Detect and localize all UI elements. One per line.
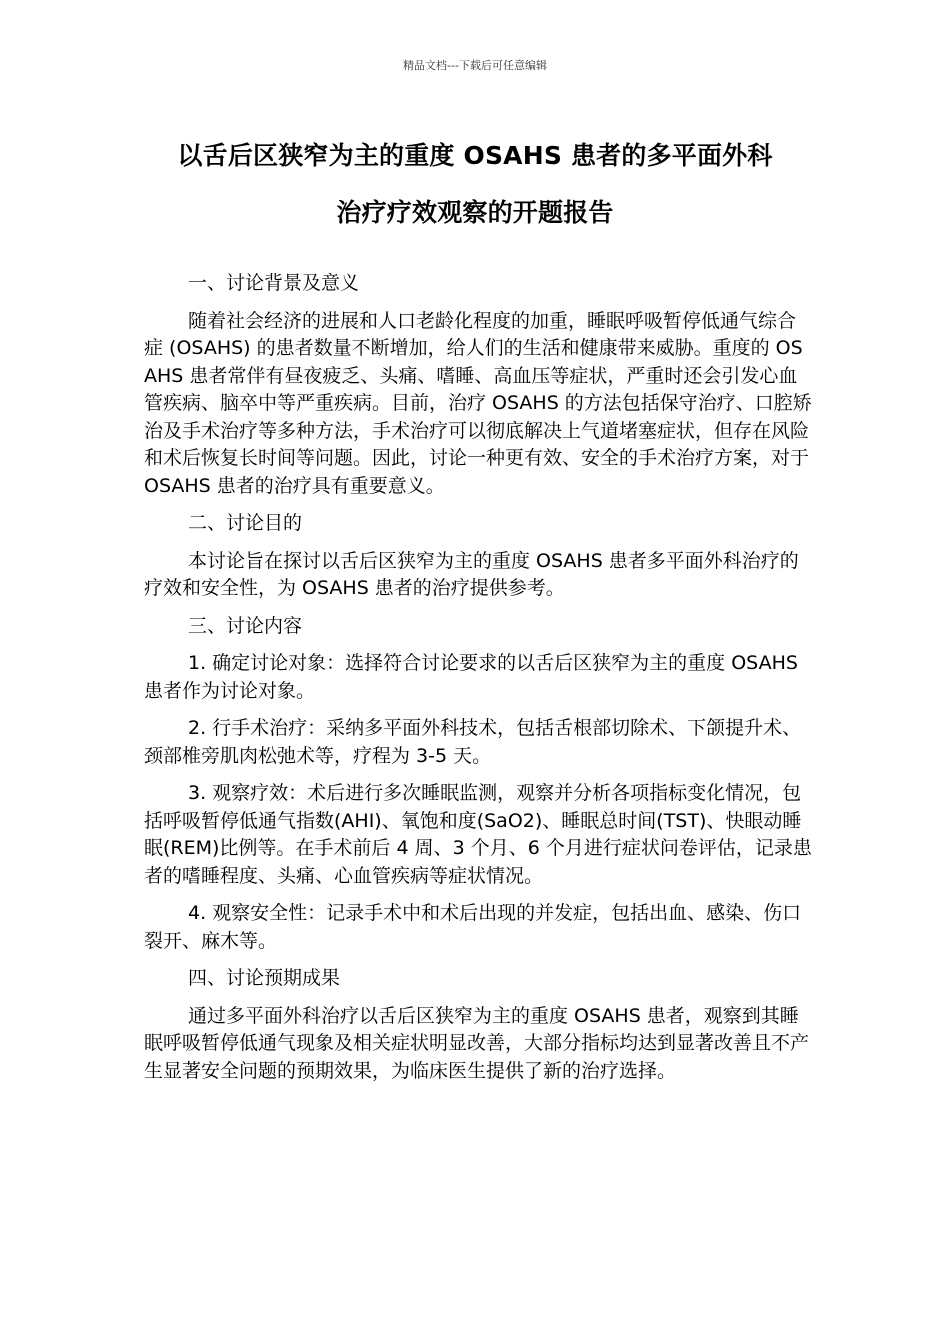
content-item-4: 4. 观察安全性：记录手术中和术后出现的并发症，包括出血、感染、伤口裂开、麻木等。	[144, 902, 802, 952]
content-item-3: 3. 观察疗效：术后进行多次睡眠监测，观察并分析各项指标变化情况，包括呼吸暂停低通气指数(AHI)、氧饱和度(SaO2)、睡眠总时间(TST)、快眼动睡眠(REM)比例等。在手术前后 4 周、3 个月、6 个月进行症状问卷评估，记录患者的嗜睡程度、头痛、心血管疾病等症状情况。	[144, 782, 812, 887]
section-heading-expected: 四、讨论预期成果	[188, 967, 341, 989]
document-title-line-2: 治疗疗效观察的开题报告	[336, 198, 614, 227]
section-heading-purpose: 二、讨论目的	[188, 512, 303, 534]
document-title-line-1: 以舌后区狭窄为主的重度 OSAHS 患者的多平面外科	[177, 141, 773, 170]
purpose-paragraph: 本讨论旨在探讨以舌后区狭窄为主的重度 OSAHS 患者多平面外科治疗的疗效和安全性，为 OSAHS 患者的治疗提供参考。	[144, 549, 799, 599]
header-note: 精品文档---下载后可任意编辑	[403, 59, 547, 72]
background-paragraph: 随着社会经济的进展和人口老龄化程度的加重，睡眠呼吸暂停低通气综合症 (OSAHS) 的患者数量不断增加，给人们的生活和健康带来威胁。重度的 OSAHS 患者常伴有昼夜疲乏、头痛、嗜睡、高血压等症状，严重时还会引发心血管疾病、脑卒中等严重疾病。目前，治疗 OSAHS 的方法包括保守治疗、口腔矫治及手术治疗等多种方法，手术治疗可以彻底解决上气道堵塞症状，但存在风险和术后恢复长时间等问题。因此，讨论一种更有效、安全的手术治疗方案，对于 OSAHS 患者的治疗具有重要意义。	[144, 309, 812, 497]
content-item-2: 2. 行手术治疗：采纳多平面外科技术，包括舌根部切除术、下颌提升术、颈部椎旁肌肉松弛术等，疗程为 3-5 天。	[144, 717, 802, 767]
section-heading-background: 一、讨论背景及意义	[188, 272, 360, 294]
expected-paragraph: 通过多平面外科治疗以舌后区狭窄为主的重度 OSAHS 患者，观察到其睡眠呼吸暂停低通气现象及相关症状明显改善，大部分指标均达到显著改善且不产生显著安全问题的预期效果，为临床医生提供了新的治疗选择。	[144, 1004, 810, 1082]
document-body	[144, 270, 812, 1095]
section-heading-content: 三、讨论内容	[188, 614, 303, 637]
content-item-1: 1. 确定讨论对象：选择符合讨论要求的以舌后区狭窄为主的重度 OSAHS 患者作为讨论对象。	[144, 652, 798, 702]
